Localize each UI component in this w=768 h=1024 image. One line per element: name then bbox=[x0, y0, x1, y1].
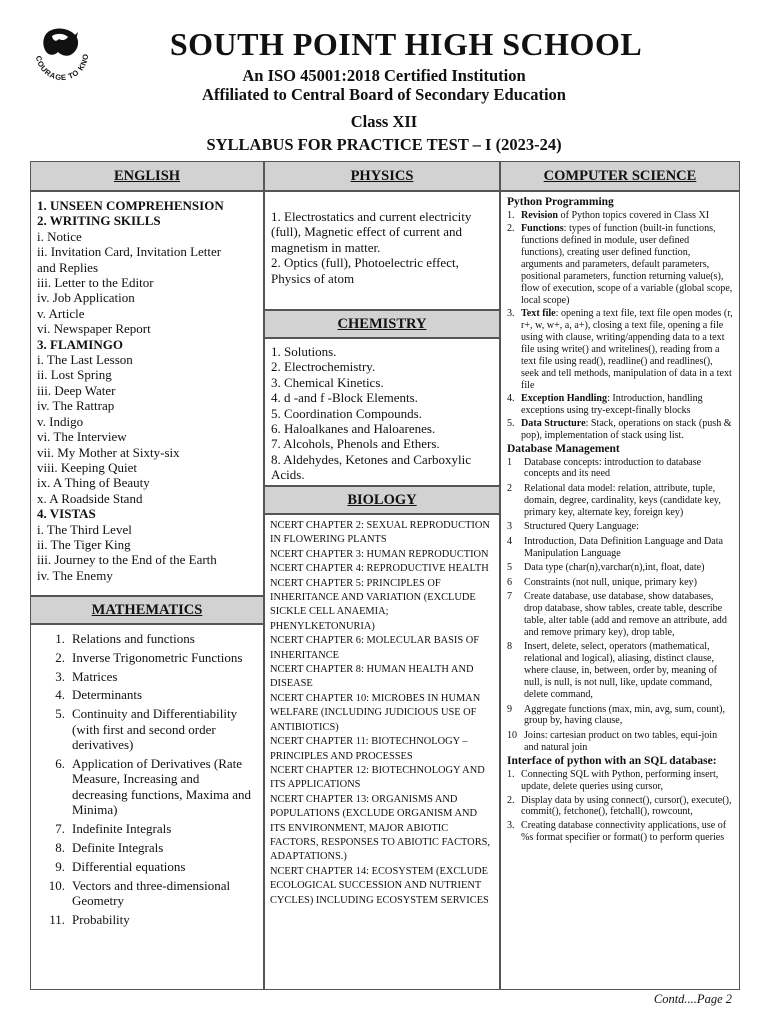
topic-keyword: Revision bbox=[521, 209, 559, 221]
computer-science-syllabus bbox=[500, 191, 740, 990]
english-topic: iv. Job Application bbox=[37, 290, 135, 306]
topic-number: 1. bbox=[507, 769, 515, 781]
continued-note: Contd....Page 2 bbox=[653, 992, 732, 1006]
topic-number: 9 bbox=[507, 703, 513, 715]
biology-chapter: NCERT CHAPTER 10: MICROBES IN HUMAN WELFARE (INCLUDING JUDICIOUS USE OF ANTIBIOTICS) bbox=[270, 692, 481, 733]
mathematics-topic bbox=[37, 631, 257, 647]
mathematics-topic bbox=[37, 669, 257, 685]
python-section-title: Python Programming bbox=[507, 196, 614, 208]
biology-chapter: NCERT CHAPTER 2: SEXUAL REPRODUCTION IN FLOWERING PLANTS bbox=[270, 520, 490, 546]
database-topic bbox=[507, 577, 733, 589]
topic-keyword: Text file bbox=[521, 308, 556, 320]
python-topic bbox=[507, 418, 733, 442]
topic-number: 5 bbox=[507, 562, 513, 574]
school-name: SOUTH POINT HIGH SCHOOL bbox=[169, 26, 643, 62]
topic-number: 3. bbox=[507, 308, 515, 320]
topic-number: 1. bbox=[507, 209, 515, 221]
database-topic bbox=[507, 704, 733, 728]
topic-text: Structured Query Language: bbox=[524, 521, 639, 533]
english-topic: vi. Newspaper Report bbox=[37, 321, 151, 337]
sql-interface-title: Interface of python with an SQL database: bbox=[507, 755, 717, 768]
english-section-heading: 4. VISTAS bbox=[37, 506, 96, 522]
mathematics-topic bbox=[37, 912, 257, 928]
english-topic: vii. My Mother at Sixty-six bbox=[37, 444, 180, 460]
database-topic bbox=[507, 591, 733, 639]
english-topic: ii. Invitation Card, Invitation Letter bbox=[37, 244, 222, 260]
topic-text: Differential equations bbox=[72, 858, 186, 874]
topic-number: 7 bbox=[507, 591, 513, 603]
topic-text bbox=[521, 308, 733, 391]
topic-text: Data type (char(n),varchar(n),int, float, date) bbox=[524, 562, 705, 574]
topic-text: Create database, use database, show databases, drop database, show tables, create table, describe table, alter table (add and remove an attribute, add and remove primary key), drop table, bbox=[524, 591, 727, 638]
biology-chapter: NCERT CHAPTER 6: MOLECULAR BASIS OF INHERITANCE bbox=[270, 635, 480, 661]
topic-number: 4. bbox=[507, 393, 515, 404]
topic-number: 2 bbox=[507, 482, 513, 494]
english-syllabus bbox=[30, 191, 264, 596]
english-section-heading: 2. WRITING SKILLS bbox=[37, 213, 161, 229]
certification-line: An ISO 45001:2018 Certified Institution bbox=[242, 66, 526, 85]
english-topic: i. The Last Lesson bbox=[37, 352, 133, 368]
topic-number: 6. bbox=[55, 755, 65, 771]
topic-keyword: Functions bbox=[521, 223, 564, 235]
biology-chapter: NCERT CHAPTER 13: ORGANISMS AND POPULATIONS (EXCLUDE ORGANISM AND ITS ENVIRONMENT, MAJOR ABIOTIC FACTORS, RESPONSES TO ABIOTIC FACTORS, ADAPTATIONS.) bbox=[270, 793, 490, 863]
english-topic: x. A Roadside Stand bbox=[37, 490, 143, 506]
biology-header bbox=[264, 486, 500, 514]
physics-title: PHYSICS bbox=[350, 167, 414, 184]
english-topic: ii. Lost Spring bbox=[37, 367, 112, 383]
biology-chapter: NCERT CHAPTER 4: REPRODUCTIVE HEALTH bbox=[270, 563, 489, 575]
english-topic: iv. The Rattrap bbox=[37, 398, 115, 414]
chemistry-topic: 7. Alcohols, Phenols and Ethers. bbox=[271, 436, 440, 452]
english-topic: v. Indigo bbox=[37, 413, 84, 429]
english-title: ENGLISH bbox=[113, 167, 181, 184]
topic-number: 1. bbox=[55, 631, 65, 646]
topic-number: 4 bbox=[507, 535, 513, 547]
topic-number: 8. bbox=[55, 840, 65, 856]
python-topic bbox=[507, 223, 733, 306]
mathematics-topic bbox=[37, 706, 257, 753]
biology-chapter: NCERT CHAPTER 5: PRINCIPLES OF INHERITANCE AND VARIATION (EXCLUDE SICKLE CELL ANAEMIA; PHENYLKETONURIA) bbox=[270, 577, 476, 632]
topic-keyword: Data Structure bbox=[521, 418, 586, 430]
topic-text bbox=[521, 393, 733, 417]
topic-number: 3. bbox=[507, 819, 515, 831]
topic-number: 4. bbox=[55, 687, 65, 703]
database-topic bbox=[507, 483, 733, 519]
topic-text: Aggregate functions (max, min, avg, sum, count), group by, having clause, bbox=[524, 703, 725, 727]
topic-number: 8 bbox=[507, 641, 513, 653]
english-topic: viii. Keeping Quiet bbox=[37, 459, 138, 475]
topic-number: 10. bbox=[48, 877, 65, 893]
topic-text: Definite Integrals bbox=[72, 840, 164, 856]
english-topic: i. Notice bbox=[37, 228, 82, 244]
biology-chapter: NCERT CHAPTER 11: BIOTECHNOLOGY – PRINCIPLES AND PROCESSES bbox=[270, 736, 468, 762]
biology-chapter: NCERT CHAPTER 8: HUMAN HEALTH AND DISEASE bbox=[270, 664, 474, 690]
topic-text: Vectors and three-dimensional Geometry bbox=[72, 877, 231, 909]
chemistry-topic: 8. Aldehydes, Ketones and Carboxylic Acids. bbox=[271, 451, 472, 483]
topic-description: : opening a text file, text file open modes (r, r+, w, w+, a, a+), closing a text file, opening a file using with clause, writing/appending data to a text file using write() and writelines(), reading from a text file using read(), readline() and readlines(), seek and tell methods, manipulation of data in a text file bbox=[521, 308, 733, 391]
mathematics-title: MATHEMATICS bbox=[91, 601, 203, 618]
chemistry-title: CHEMISTRY bbox=[337, 315, 427, 332]
english-topic: v. Article bbox=[37, 305, 85, 321]
mathematics-topic bbox=[37, 878, 257, 909]
english-topic: i. The Third Level bbox=[37, 521, 132, 537]
topic-text: Constraints (not null, unique, primary key) bbox=[524, 576, 697, 588]
english-topic: ix. A Thing of Beauty bbox=[37, 475, 150, 491]
english-topic: iv. The Enemy bbox=[37, 567, 113, 583]
topic-text: Application of Derivatives (Rate Measure, Increasing and decreasing functions, Maxima and Minima) bbox=[72, 755, 252, 818]
topic-number: 1 bbox=[507, 456, 513, 468]
topic-text bbox=[521, 210, 733, 222]
topic-description: of Python topics covered in Class XI bbox=[558, 209, 710, 221]
topic-text bbox=[521, 418, 733, 442]
chemistry-topic: 2. Electrochemistry. bbox=[271, 359, 376, 375]
chemistry-topic: 4. d -and f -Block Elements. bbox=[271, 390, 418, 406]
chemistry-header bbox=[264, 310, 500, 338]
topic-number: 11. bbox=[49, 911, 65, 927]
topic-number: 2. bbox=[55, 649, 65, 665]
topic-text: Matrices bbox=[72, 668, 118, 684]
chemistry-topic: 1. Solutions. bbox=[271, 344, 337, 359]
topic-text: Insert, delete, select, operators (mathematical, relational and logical), aliasing, distinct clause, where clause, in, between, order by, meaning of null, is null, is not null, like, update command, delete command, bbox=[524, 641, 718, 700]
topic-text: Probability bbox=[72, 911, 130, 927]
database-section-title: Database Management bbox=[507, 442, 620, 455]
mathematics-topic bbox=[37, 821, 257, 837]
english-section-heading: 3. FLAMINGO bbox=[37, 336, 123, 352]
python-topic bbox=[507, 393, 733, 417]
topic-description: : Introduction, handling exceptions using try-except-finally blocks bbox=[521, 393, 703, 416]
topic-number: 3 bbox=[507, 521, 513, 533]
chemistry-topic: 6. Haloalkanes and Haloarenes. bbox=[271, 421, 436, 437]
topic-number: 2. bbox=[507, 223, 515, 235]
topic-text: Relations and functions bbox=[72, 631, 195, 646]
syllabus-title: SYLLABUS FOR PRACTICE TEST – I (2023-24) bbox=[206, 135, 562, 154]
topic-text: Indefinite Integrals bbox=[72, 821, 172, 837]
database-topic bbox=[507, 730, 733, 754]
python-topic bbox=[507, 210, 733, 222]
topic-number: 2. bbox=[507, 794, 515, 806]
topic-number: 5. bbox=[55, 706, 65, 722]
physics-syllabus bbox=[264, 191, 500, 310]
biology-chapter: NCERT CHAPTER 12: BIOTECHNOLOGY AND ITS APPLICATIONS bbox=[270, 764, 485, 791]
sql-interface-topic bbox=[507, 795, 733, 819]
sql-interface-topic bbox=[507, 769, 733, 793]
database-topic bbox=[507, 521, 733, 533]
english-topic: ii. The Tiger King bbox=[37, 536, 131, 552]
database-topic bbox=[507, 457, 733, 481]
chemistry-topic: 3. Chemical Kinetics. bbox=[271, 374, 384, 390]
mathematics-topic bbox=[37, 687, 257, 703]
sql-interface-topic bbox=[507, 820, 733, 844]
english-topic: iii. Deep Water bbox=[37, 382, 116, 398]
biology-chapter: NCERT CHAPTER 14: ECOSYSTEM (EXCLUDE ECOLOGICAL SUCCESSION AND NUTRIENT CYCLES) INCLUDING ECOSYSTEM SERVICES bbox=[270, 865, 489, 906]
topic-text: Creating database connectivity applications, use of %s format specifier or format() to perform queries bbox=[521, 819, 727, 843]
class-line: Class XII bbox=[350, 112, 418, 131]
topic-number: 5. bbox=[507, 418, 515, 430]
chemistry-topic: 5. Coordination Compounds. bbox=[271, 405, 422, 421]
database-topic bbox=[507, 641, 733, 701]
mathematics-topic bbox=[37, 756, 257, 818]
physics-topic: 1. Electrostatics and current electricity (full), Magnetic effect of current and magnetism in matter. bbox=[271, 209, 472, 255]
topic-keyword: Exception Handling bbox=[521, 393, 608, 404]
mathematics-topic bbox=[37, 859, 257, 875]
mathematics-header bbox=[30, 596, 264, 624]
affiliation-line: Affiliated to Central Board of Secondary Education bbox=[202, 85, 566, 104]
topic-text: Database concepts: introduction to database concepts and its need bbox=[524, 456, 702, 480]
chemistry-syllabus bbox=[264, 338, 500, 486]
english-header bbox=[30, 161, 264, 191]
english-section-heading: 1. UNSEEN COMPREHENSION bbox=[37, 198, 224, 213]
biology-title: BIOLOGY bbox=[347, 491, 417, 508]
topic-number: 3. bbox=[55, 668, 65, 684]
topic-number: 9. bbox=[55, 858, 65, 874]
english-topic: iii. Letter to the Editor bbox=[37, 275, 154, 291]
biology-chapter: NCERT CHAPTER 3: HUMAN REPRODUCTION bbox=[270, 548, 489, 560]
topic-text: Relational data model: relation, attribute, tuple, domain, degree, cardinality, keys (candidate key, primary key, alternate key, foreign key) bbox=[524, 482, 721, 518]
topic-text: Connecting SQL with Python, performing insert, update, delete queries using cursor, bbox=[521, 769, 719, 793]
english-topic: and Replies bbox=[37, 259, 99, 275]
computer-science-title: COMPUTER SCIENCE bbox=[543, 167, 697, 184]
topic-text bbox=[521, 223, 733, 306]
logo-motto: COURAGE TO KNO bbox=[33, 52, 91, 83]
topic-text: Inverse Trigonometric Functions bbox=[72, 649, 243, 665]
topic-text: Introduction, Data Definition Language and Data Manipulation Language bbox=[524, 535, 724, 559]
topic-text: Determinants bbox=[72, 687, 143, 703]
python-topic bbox=[507, 308, 733, 391]
topic-text: Continuity and Differentiability (with first and second order derivatives) bbox=[72, 706, 238, 753]
english-topic: iii. Journey to the End of the Earth bbox=[37, 552, 217, 568]
biology-syllabus bbox=[264, 514, 500, 990]
topic-number: 7. bbox=[55, 821, 65, 837]
english-topic: vi. The Interview bbox=[37, 429, 127, 445]
topic-text: Joins: cartesian product on two tables, equi-join and natural join bbox=[524, 729, 718, 753]
database-topic bbox=[507, 536, 733, 560]
topic-number: 6 bbox=[507, 576, 513, 588]
mathematics-topic bbox=[37, 840, 257, 856]
topic-number: 10 bbox=[507, 729, 518, 741]
mathematics-topic bbox=[37, 650, 257, 666]
physics-topic: 2. Optics (full), Photoelectric effect, Physics of atom bbox=[271, 255, 459, 286]
mathematics-syllabus bbox=[30, 624, 264, 990]
topic-description: : Stack, operations on stack (push & pop), implementation of stack using list. bbox=[521, 418, 732, 442]
computer-science-header bbox=[500, 161, 740, 191]
physics-header bbox=[264, 161, 500, 191]
database-topic bbox=[507, 562, 733, 574]
topic-text: Display data by using connect(), cursor(), execute(), commit(), fetchone(), fetchall(), rowcount, bbox=[521, 794, 732, 818]
topic-description: : types of function (built-in functions, functions defined in module, user defined functions), creating user defined function, arguments and parameters, default parameters, positional parameters, function returning value(s), flow of execution, scope of a variable (global scope, local scope) bbox=[521, 223, 733, 306]
